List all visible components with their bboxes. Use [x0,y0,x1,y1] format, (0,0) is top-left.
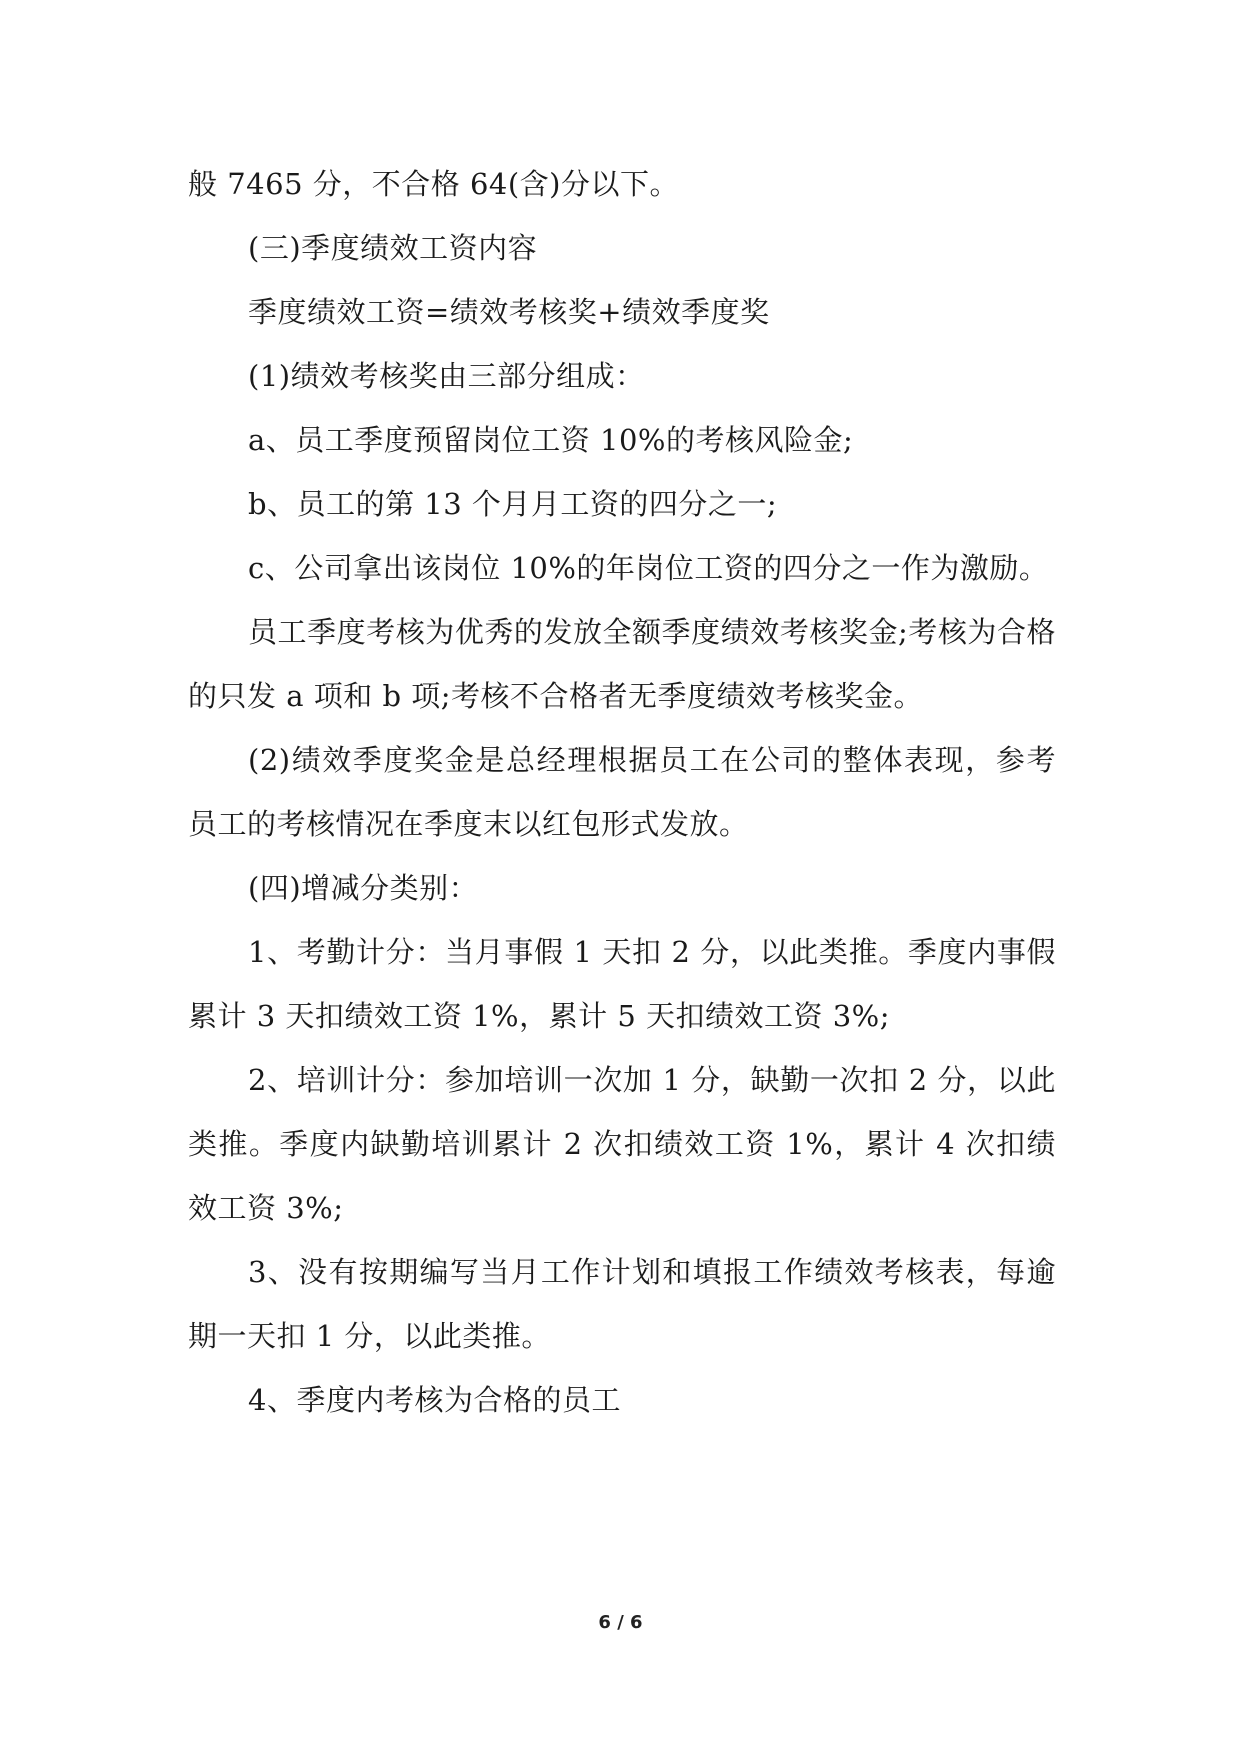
paragraph: 员工季度考核为优秀的发放全额季度绩效考核奖金;考核为合格的只发 a 项和 b 项;考核不合格者无季度绩效考核奖金。 [188,615,1056,713]
paragraph: (1)绩效考核奖由三部分组成： [248,359,645,393]
section-heading: (四)增减分类别： [248,871,479,905]
list-item: c、公司拿出该岗位 10%的年岗位工资的四分之一作为激励。 [248,551,1049,585]
paragraph: 季度绩效工资=绩效考核奖+绩效季度奖 [248,295,770,329]
list-item: 3、没有按期编写当月工作计划和填报工作绩效考核表，每逾期一天扣 1 分，以此类推。 [188,1255,1056,1353]
document-body [188,152,1056,1432]
paragraph: 般 7465 分，不合格 64(含)分以下。 [188,167,679,201]
page-number: 6 / 6 [598,1612,643,1633]
list-item: 1、考勤计分：当月事假 1 天扣 2 分，以此类推。季度内事假累计 3 天扣绩效工资 1%，累计 5 天扣绩效工资 3%; [188,935,1056,1033]
list-item: 2、培训计分：参加培训一次加 1 分，缺勤一次扣 2 分，以此类推。季度内缺勤培训累计 2 次扣绩效工资 1%，累计 4 次扣绩效工资 3%; [188,1063,1056,1225]
section-heading: (三)季度绩效工资内容 [248,231,538,265]
list-item: a、员工季度预留岗位工资 10%的考核风险金; [248,423,854,457]
list-item: 4、季度内考核为合格的员工 [248,1383,621,1417]
paragraph: (2)绩效季度奖金是总经理根据员工在公司的整体表现，参考员工的考核情况在季度末以红包形式发放。 [188,743,1056,841]
list-item: b、员工的第 13 个月月工资的四分之一; [248,487,778,521]
